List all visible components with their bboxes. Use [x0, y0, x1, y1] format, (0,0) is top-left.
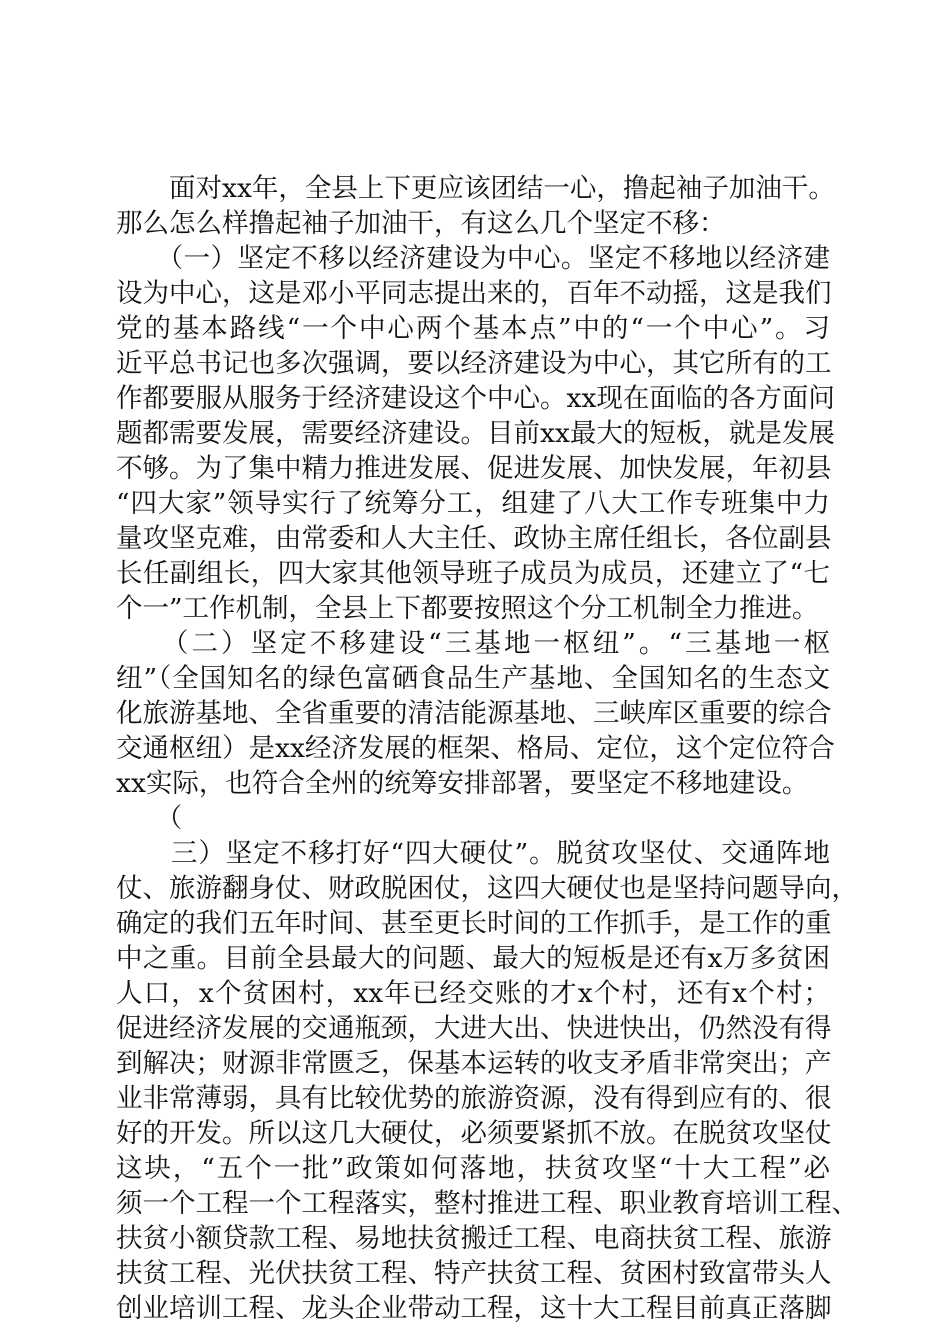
text-line: 化旅游基地、全省重要的清洁能源基地、三峡库区重要的综合: [116, 698, 832, 729]
text-line: （: [116, 803, 183, 834]
text-line: 须一个工程一个工程落实，整村推进工程、职业教育培训工程、: [116, 1188, 858, 1219]
text-line: 量攻坚克难，由常委和人大主任、政协主席任组长，各位副县: [116, 523, 832, 554]
text-line: 三）坚定不移打好“四大硬仗”。脱贫攻坚仗、交通阵地: [116, 838, 830, 869]
text-line: 作都要服从服务于经济建设这个中心。xx现在面临的各方面问: [116, 383, 835, 414]
text-line: 长任副组长，四大家其他领导班子成员为成员，还建立了“七: [116, 558, 830, 589]
text-line: 人口，x个贫困村，xx年已经交账的才x个村，还有x个村；: [116, 978, 830, 1009]
text-line: 确定的我们五年时间、甚至更长时间的工作抓手，是工作的重: [116, 908, 832, 939]
text-line: （一）坚定不移以经济建设为中心。坚定不移地以经济建: [116, 243, 830, 274]
text-line: 设为中心，这是邓小平同志提出来的，百年不动摇，这是我们: [116, 278, 832, 309]
text-line: 题都需要发展，需要经济建设。目前xx最大的短板，就是发展: [116, 418, 835, 449]
text-line: 交通枢纽）是xx经济发展的框架、格局、定位，这个定位符合: [116, 733, 835, 764]
text-line: xx实际，也符合全州的统筹安排部署，要坚定不移地建设。: [116, 768, 809, 799]
text-line: （二）坚定不移建设“三基地一枢纽”。“三基地一枢: [116, 628, 830, 659]
text-line: 个一”工作机制，全县上下都要按照这个分工机制全力推进。: [116, 593, 819, 624]
text-line: 纽”（全国知名的绿色富硒食品生产基地、全国知名的生态文: [116, 663, 830, 694]
text-line: 扶贫工程、光伏扶贫工程、特产扶贫工程、贫困村致富带头人: [116, 1258, 832, 1289]
text-line: 仗、旅游翻身仗、财政脱困仗，这四大硬仗也是坚持问题导向，: [116, 873, 858, 904]
text-line: 促进经济发展的交通瓶颈，大进大出、快进快出，仍然没有得: [116, 1013, 832, 1044]
text-line: 不够。为了集中精力推进发展、促进发展、加快发展，年初县: [116, 453, 832, 484]
text-line: 近平总书记也多次强调，要以经济建设为中心，其它所有的工: [116, 348, 832, 379]
text-line: 党的基本路线“一个中心两个基本点”中的“一个中心”。习: [116, 313, 830, 344]
text-line: 到解决；财源非常匮乏，保基本运转的收支矛盾非常突出；产: [116, 1048, 832, 1079]
text-line: 创业培训工程、龙头企业带动工程，这十大工程目前真正落脚: [116, 1293, 832, 1324]
text-line: 扶贫小额贷款工程、易地扶贫搬迁工程、电商扶贫工程、旅游: [116, 1223, 832, 1254]
text-line: 这块，“五个一批”政策如何落地，扶贫攻坚“十大工程”必: [116, 1153, 830, 1184]
text-line: 好的开发。所以这几大硬仗，必须要紧抓不放。在脱贫攻坚仗: [116, 1118, 832, 1149]
text-line: 面对xx年，全县上下更应该团结一心，撸起袖子加油干。: [116, 173, 835, 204]
text-line: 那么怎么样撸起袖子加油干，有这么几个坚定不移：: [116, 208, 726, 239]
text-line: “四大家”领导实行了统筹分工，组建了八大工作专班集中力: [116, 488, 830, 519]
text-line: 业非常薄弱，具有比较优势的旅游资源，没有得到应有的、很: [116, 1083, 832, 1114]
text-line: 中之重。目前全县最大的问题、最大的短板是还有x万多贫困: [116, 943, 830, 974]
